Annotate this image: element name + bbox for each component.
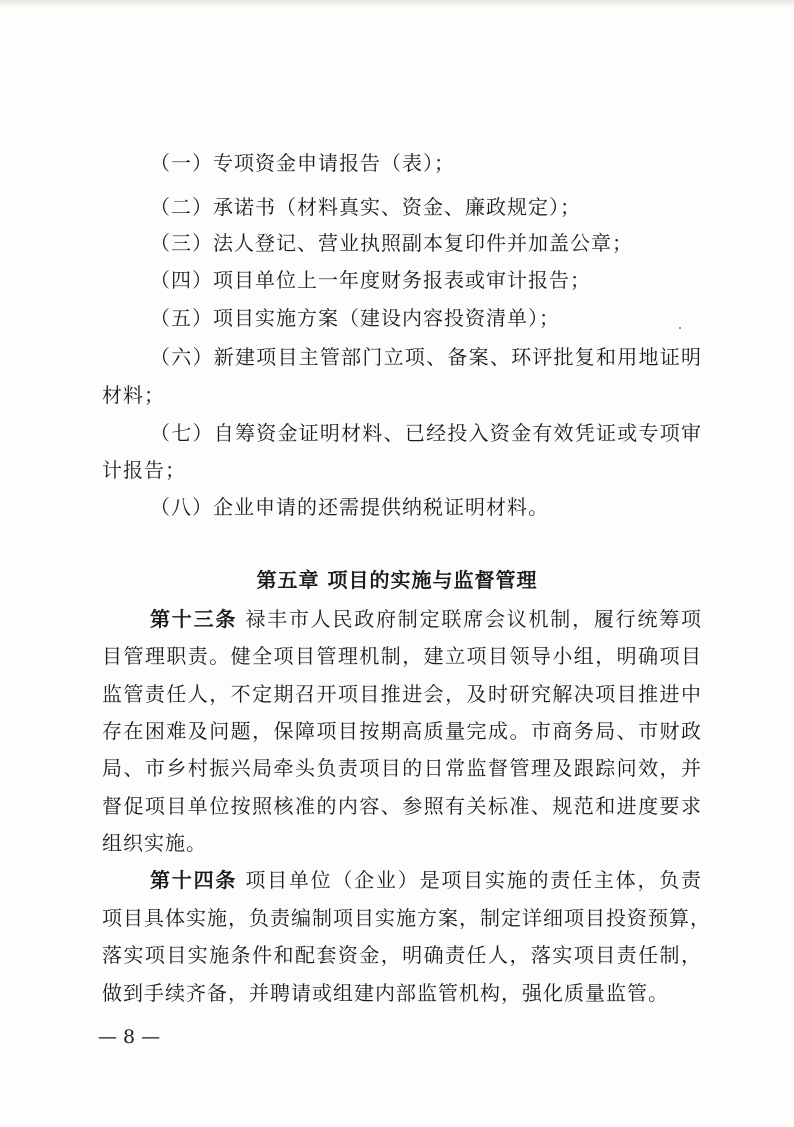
article-13-line-4: 存在困难及问题，保障项目按期高质量完成。市商务局、市财政 (102, 719, 702, 743)
article-13-label: 第十三条 (150, 607, 238, 631)
article-14-label: 第十四条 (150, 868, 238, 892)
list-item-6-line-1: （六）新建项目主管部门立项、备案、环评批复和用地证明 (150, 345, 702, 369)
list-item-2: （二）承诺书（材料真实、资金、廉政规定）； (150, 195, 581, 219)
list-item-7-line-1: （七）自筹资金证明材料、已经投入资金有效凭证或专项审 (150, 421, 702, 445)
chapter-title: 第五章 项目的实施与监督管理 (256, 568, 538, 592)
list-item-6-line-2: 材料； (102, 383, 165, 407)
list-item-3: （三）法人登记、营业执照副本复印件并加盖公章； (150, 231, 633, 255)
article-13-line-1 (150, 605, 702, 633)
list-item-7-line-2: 计报告； (102, 458, 186, 482)
article-13-line-2: 目管理职责。健全项目管理机制，建立项目领导小组，明确项目 (102, 644, 702, 668)
list-item-4: （四）项目单位上一年度财务报表或审计报告； (150, 268, 591, 292)
article-14-line-1 (150, 866, 702, 894)
article-14-line-4: 做到手续齐备，并聘请或组建内部监管机构，强化质量监管。 (102, 981, 669, 1005)
article-13-text-1: 禄丰市人民政府制定联席会议机制，履行统筹项 (245, 607, 703, 631)
article-14-line-3: 落实项目实施条件和配套资金，明确责任人，落实项目责任制， (102, 943, 702, 967)
article-13-line-7: 组织实施。 (102, 831, 207, 855)
page-number: — 8 — (98, 1026, 161, 1048)
article-14-line-2: 项目具体实施，负责编制项目实施方案，制定详细项目投资预算， (102, 906, 711, 930)
list-item-1: （一）专项资金申请报告（表）； (150, 151, 455, 175)
scan-edge (0, 0, 794, 8)
article-14-text-1: 项目单位（企业）是项目实施的责任主体，负责 (245, 868, 703, 892)
list-item-5: （五）项目实施方案（建设内容投资清单）； (150, 306, 560, 330)
article-13-line-3: 监管责任人，不定期召开项目推进会，及时研究解决项目推进中 (102, 682, 702, 706)
article-13-line-6: 督促项目单位按照核准的内容、参照有关标准、规范和进度要求 (102, 794, 702, 818)
article-13-line-5: 局、市乡村振兴局牵头负责项目的日常监督管理及跟踪问效，并 (102, 756, 702, 780)
list-item-8: （八）企业申请的还需提供纳税证明材料。 (150, 495, 549, 519)
